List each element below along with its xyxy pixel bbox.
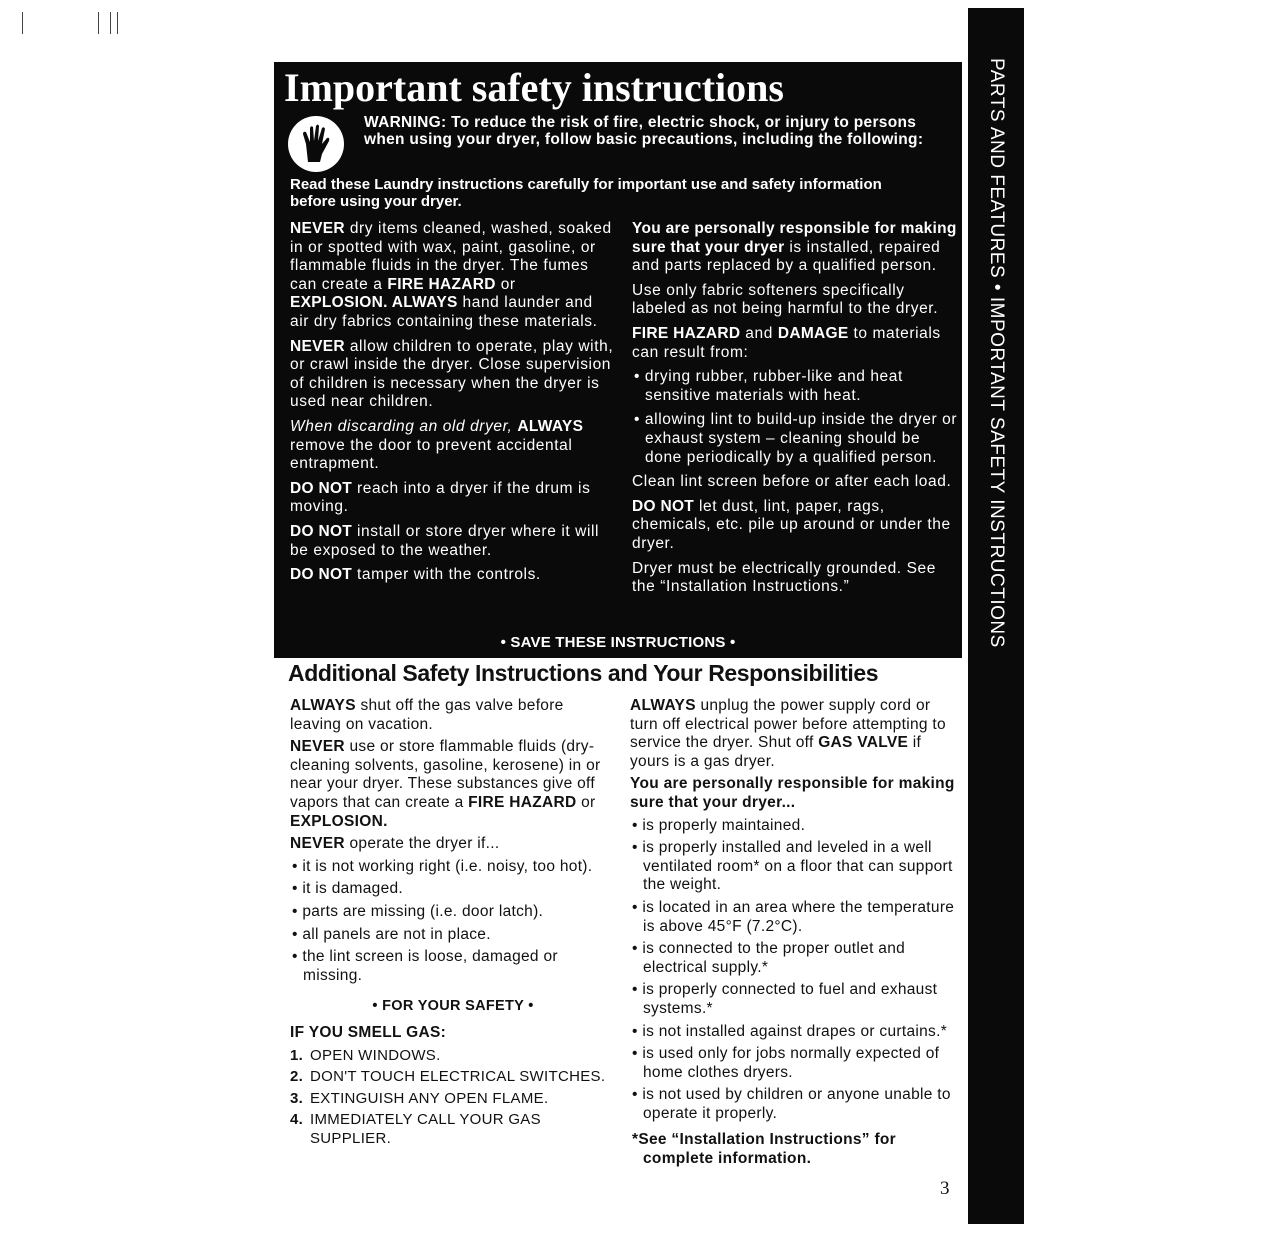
text: if yours is a gas dryer.: [630, 734, 922, 770]
warning-text: WARNING: To reduce the risk of fire, electric shock, or injury to persons when using your dryer, follow basic precautions, including the following:: [364, 114, 924, 148]
bullet-item: • is properly maintained.: [632, 816, 806, 834]
gas-step: [290, 1068, 616, 1087]
warning-hand-icon: [286, 114, 346, 174]
text: remove the door to prevent accidental entrapment.: [290, 436, 573, 473]
text: to materials can result from:: [632, 324, 941, 361]
step-text: IMMEDIATELY CALL YOUR GAS SUPPLIER.: [310, 1111, 541, 1147]
paragraph: [290, 566, 616, 585]
scan-mark: [98, 12, 99, 34]
paragraph: [290, 418, 616, 474]
step-number: 1.: [290, 1046, 304, 1064]
additional-right-column: [630, 697, 956, 1173]
paragraph: [632, 498, 958, 554]
step-number: 3.: [290, 1089, 304, 1107]
text: or: [495, 275, 516, 293]
text: hand launder and air dry fabrics containing these materials.: [290, 294, 598, 330]
bold-text: DO NOT: [290, 479, 353, 497]
bullet-item: • allowing lint to build-up inside the dryer or exhaust system – cleaning should be done periodically by a qualified person.: [634, 411, 958, 466]
page-number: 3: [940, 1178, 950, 1199]
bullet-item: • is used only for jobs normally expected of home clothes dryers.: [632, 1045, 940, 1081]
bold-text: You are personally responsible for making sure that your dryer: [632, 220, 957, 256]
text: is installed, repaired and parts replaced by a qualified person.: [632, 238, 941, 275]
bullet-item: • it is damaged.: [292, 880, 404, 898]
bold-text: GAS VALVE: [818, 734, 909, 752]
text: When discarding an old dryer,: [290, 417, 518, 435]
text: or: [576, 793, 596, 811]
text: and: [740, 324, 778, 342]
bold-text: NEVER: [290, 835, 345, 853]
bold-text: ALWAYS: [630, 697, 696, 714]
text: operate the dryer if...: [344, 835, 500, 853]
gas-smell-heading: IF YOU SMELL GAS:: [290, 1023, 447, 1041]
bullet-item: • is not installed against drapes or curtains.*: [632, 1022, 948, 1040]
text: shut off the gas valve before leaving on vacation.: [290, 697, 564, 733]
paragraph: Clean lint screen before or after each load.: [632, 473, 952, 491]
bold-text: DO NOT: [290, 522, 353, 540]
bullet-item: • is properly connected to fuel and exhaust systems.*: [632, 981, 938, 1017]
bold-text: EXPLOSION. ALWAYS: [290, 294, 458, 312]
for-your-safety-heading: • FOR YOUR SAFETY •: [372, 998, 534, 1015]
footnote: *See “Installation Instructions” for complete information.: [632, 1131, 897, 1168]
gas-step: [290, 1111, 550, 1148]
paragraph: [290, 738, 616, 831]
panel-right-column: [632, 220, 958, 603]
bold-text: ALWAYS: [517, 417, 584, 435]
bold-text: FIRE HAZARD: [387, 275, 496, 293]
step-number: 2.: [290, 1068, 304, 1086]
bullet-item: • is connected to the proper outlet and electrical supply.*: [632, 940, 906, 976]
responsibility-heading: You are personally responsible for making sure that your dryer...: [630, 775, 955, 811]
panel-title: Important safety instructions: [284, 65, 784, 110]
text: tamper with the controls.: [352, 566, 541, 584]
bold-text: ALWAYS: [290, 697, 356, 714]
paragraph: [290, 697, 616, 734]
bold-text: DAMAGE: [777, 324, 849, 342]
paragraph: [290, 220, 616, 332]
scan-mark: [117, 12, 118, 34]
bold-text: NEVER: [290, 337, 345, 355]
step-number: 4.: [290, 1111, 304, 1129]
bold-text: DO NOT: [290, 566, 353, 584]
scan-mark: [110, 12, 111, 34]
bullet-item: • parts are missing (i.e. door latch).: [292, 902, 544, 920]
safety-panel: [274, 62, 962, 658]
bold-text: NEVER: [290, 738, 345, 756]
bullet-item: • it is not working right (i.e. noisy, too hot).: [292, 857, 593, 875]
step-text: DON'T TOUCH ELECTRICAL SWITCHES.: [310, 1068, 606, 1086]
bullet-item: • all panels are not in place.: [292, 925, 491, 943]
paragraph: [290, 835, 616, 854]
bullet-item: • the lint screen is loose, damaged or missing.: [292, 948, 558, 984]
text: dry items cleaned, washed, soaked in or spotted with wax, paint, gasoline, or flammable fluids in the dryer. The fumes can create a: [290, 220, 612, 293]
bold-text: EXPLOSION.: [290, 812, 388, 830]
additional-section-title: Additional Safety Instructions and Your Responsibilities: [288, 660, 879, 686]
text: let dust, lint, paper, rags, chemicals, etc. pile up around or under the dryer.: [632, 497, 951, 552]
paragraph: [630, 697, 956, 771]
paragraph: [632, 220, 958, 276]
paragraph: Use only fabric softeners specifically labeled as not being harmful to the dryer.: [632, 281, 939, 318]
scan-mark: [22, 12, 23, 34]
side-tab-label: PARTS AND FEATURES • IMPORTANT SAFETY INSTRUCTIONS: [986, 58, 1007, 648]
gas-step: [290, 1047, 616, 1066]
text: use or store flammable fluids (dry-cleaning solvents, gasoline, kerosene) in or near your dryer. These substances give off vapors that can create a: [290, 738, 601, 811]
save-instructions-banner: • SAVE THESE INSTRUCTIONS •: [500, 634, 736, 651]
paragraph: [632, 325, 958, 362]
text: allow children to operate, play with, or crawl inside the dryer. Close supervision of children is necessary when the dryer is used near children.: [290, 337, 614, 411]
bold-text: DO NOT: [632, 497, 695, 515]
read-instructions-text: Read these Laundry instructions carefully for important use and safety information before using your dryer.: [290, 176, 882, 210]
gas-step: [290, 1090, 616, 1109]
bullet-item: • is not used by children or anyone unable to operate it properly.: [632, 1086, 951, 1122]
panel-left-column: [290, 220, 616, 591]
paragraph: Dryer must be electrically grounded. See the “Installation Instructions.”: [632, 559, 936, 596]
paragraph: [290, 523, 616, 560]
text: reach into a dryer if the drum is moving.: [290, 479, 591, 516]
additional-left-column: [290, 697, 616, 1151]
paragraph: [290, 338, 616, 412]
paragraph: [290, 480, 616, 517]
bullet-item: • is located in an area where the temperature is above 45°F (7.2°C).: [632, 898, 955, 935]
bold-text: FIRE HAZARD: [468, 793, 577, 811]
bold-text: NEVER: [290, 220, 345, 237]
section-side-tab: [968, 8, 1024, 1224]
bullet-item: • drying rubber, rubber-like and heat sensitive materials with heat.: [634, 368, 903, 404]
text: unplug the power supply cord or turn off electrical power before attempting to service the dryer. Shut off: [630, 697, 946, 752]
bold-text: FIRE HAZARD: [632, 324, 741, 342]
text: install or store dryer where it will be exposed to the weather.: [290, 522, 600, 559]
bullet-item: • is properly installed and leveled in a well ventilated room* on a floor that can support the weight.: [632, 839, 953, 894]
step-text: OPEN WINDOWS.: [310, 1046, 441, 1064]
step-text: EXTINGUISH ANY OPEN FLAME.: [310, 1089, 549, 1107]
